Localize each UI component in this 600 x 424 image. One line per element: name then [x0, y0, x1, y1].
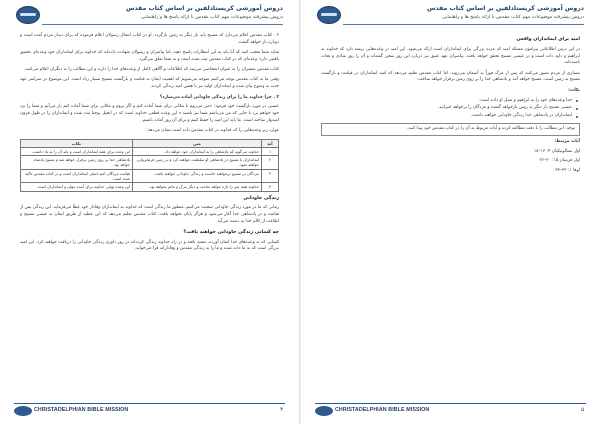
question: ۳ . چرا خداوند ما را برای زندگی جاودانی آماده می‌سازد؟ [159, 94, 279, 100]
table-cell: ایمانداران با مسیح در پادشاهی او سلطنت خواهند کرد و بر زمین فرمانروایی خواهند نمود. [132, 156, 261, 170]
page-left [0, 0, 299, 424]
paragraph: کتاب مقدس مبشران را به عنوان اشخاصی می‌بیند که اطلاعات و آگاهی کامل از وعده‌های خدا را دارند و این مطالب را به دیگران اعلام می‌کنند. [24, 67, 279, 73]
refs-label: آیات مرتبط: [554, 138, 580, 144]
table-header-row [21, 139, 279, 147]
table-cell: ۴ [262, 183, 279, 191]
table-cell: این وعده برای همه ایمانداران است و باید آن را به یاد داشت. [21, 147, 133, 155]
table-cell: ۲ [262, 156, 279, 170]
page-body [321, 33, 580, 396]
section-heading: زندگی جاودانی [243, 195, 279, 201]
header-divider [343, 24, 584, 25]
table-cell: پادشاهی خدا بر روی زمین برقرار خواهد شد و مسیح پادشاه خواهد بود. [21, 156, 133, 170]
reference-item: اول قرنتیان ۱۵: ۲۰–۲۶ [539, 158, 580, 164]
section-heading: امید برای ایمانداران واقعی [516, 37, 580, 42]
footer-logo-icon [315, 406, 333, 416]
promises-table [20, 139, 279, 192]
list-item: خدا وعده‌های خود را به ابراهیم و نسل او داده است. [321, 98, 572, 105]
bullet-list [321, 98, 580, 120]
paragraph: کسانی که به وعده‌های خدا ایمان آورده، تعمید یافته و در راه خداوند زندگی کرده‌اند در روز داوری زندگی جاودانی را دریافت خواهند کرد. این امید بزرگی است که به ما داده شده و ما را به زندگی مقدس و وفادارانه فرا می‌خواند. [20, 239, 279, 252]
header-divider [42, 24, 283, 25]
paragraph: زمانی که ما در مورد زندگی جاودانی صحبت می‌کنیم، منظور ما زندگی است که خداوند به ایمانداران وفادار خود عطا می‌فرماید. این زندگی پس از قیامت و در پادشاهی خدا آغاز می‌شود و هرگز پایان نخواهد یافت. کتاب مقدس تعلیم می‌دهد که این عطیه از طریق ایمان به عیسی مسیح و اطاعت از کلام خدا به دست می‌آید. [20, 205, 279, 225]
table-row [21, 147, 279, 155]
table-header-cell: آیه [262, 139, 279, 147]
table-cell: قیامت مردگان امید اصلی ایمانداران است و در کتاب مقدس تاکید شده است. [21, 169, 133, 183]
table-cell: خداوند می‌گوید که پادشاهی را به ایمانداران خود خواهد داد. [132, 147, 261, 155]
note-box: توجه: این مطالب را با دقت مطالعه کرده و آیات مربوط به آن را در کتاب مقدس خود پیدا کنید. [321, 123, 580, 136]
paragraph-number: ۲ . [273, 33, 279, 38]
paragraph-text: کتاب مقدس اعلام می‌دارد که مسیح باید بار دیگر به زمین بازگردد. او در کتاب اعمال رسولان اعلام فرموده که برای دیدار مردم آمده است و دوباره باز خواهد گشت. [20, 33, 279, 45]
table-cell: ۳ [262, 169, 279, 183]
mission-logo-icon [317, 6, 341, 24]
header-subtitle: دروس پیشرفته موضوعات مهم کتاب مقدس با ارائه پاسخ ها و راهنمایی [140, 15, 283, 20]
table-cell: ۱ [262, 147, 279, 155]
table-header-cell: نکات [21, 139, 133, 147]
page-right [301, 0, 600, 424]
header-title: دروس آموزشی کریستادلفین بر اساس کتاب مقدس [125, 5, 283, 12]
paragraph: بسیاری از مردم تصور می‌کنند که پس از مرگ فوراً به آسمان می‌روند، اما کتاب مقدس تعلیم می‌دهد که امید ایمانداران در قیامت و بازگشت مسیح به زمین است. مسیح خواهد آمد و پادشاهی خدا را بر روی زمین برقرار خواهد ساخت. [321, 70, 580, 83]
reference-item: لوقا ۱: ۳۲–۳۳ [555, 168, 580, 174]
paragraph: شاید شما تعجب کنید که آیا باید به این انتظارات پاسخ دهید. اما پیامبران و رسولان شهادت داده‌اند که خداوند برای ایمانداران خود وعده‌ای تحقیق یافتنی دارد؛ وعده‌ای که در کتاب مقدس ثبت شده است و به شما تعلق می‌گیرد. [20, 50, 279, 62]
mission-logo-icon [16, 6, 40, 24]
paragraph: وقتی ما به کتاب مقدس توجه می‌کنیم متوجه می‌شویم که اهمیت ایمان به قیامت و بازگشت مسیح بسیار زیاد است. این موضوع در سراسر عهد جدید به وضوح بیان شده و ایمانداران اولیه نیز با همین امید زندگی کردند. [20, 77, 279, 90]
notes-label: نکات: [568, 87, 580, 93]
header-subtitle: دروس پیشرفته موضوعات مهم کتاب مقدس با ارائه پاسخ ها و راهنمایی [441, 15, 584, 20]
paragraph [20, 33, 279, 47]
list-item: ایمانداران در پادشاهی خدا زندگی جاودانی خواهند داشت. [321, 113, 572, 120]
section-heading: چه کسانی زندگی جاودانی خواهند یافت؟ [183, 229, 279, 235]
list-item: عیسی مسیح بار دیگر به زمین بازخواهد گشت و مردگان را برخواهد خیزانید. [321, 105, 572, 112]
page-footer [315, 403, 586, 418]
page-number: ۵ [581, 407, 584, 413]
page-footer [14, 403, 285, 418]
table-cell: خداوند همه چیز را تازه خواهد ساخت و دیگر مرگ و ماتم نخواهد بود. [132, 183, 261, 191]
page-header [16, 5, 283, 31]
table-header-cell: متن [132, 139, 261, 147]
header-title: دروس آموزشی کریستادلفین بر اساس کتاب مقدس [426, 5, 584, 12]
page-header [317, 5, 584, 31]
page-body [20, 33, 279, 396]
paragraph: عیسی در مورد بازگشت خود فرمود: «من می‌روم تا مکانی برای شما آماده کنم و اگر بروم و مکانی برای شما آماده کنم باز می‌آیم و شما را نزد خود خواهم برد تا جایی که من می‌باشم شما نیز باشید.» این وعده قطعی خداوند است که در انجیل یوحنا ثبت شده و ایمانداران را در طول قرون امیدوار ساخته است. ما باید این امید را حفظ کنیم و برای آن روز آماده باشیم. [20, 104, 279, 123]
table-row [21, 183, 279, 191]
table-intro: موارد زیر وعده‌هایی را که خداوند در کتاب مقدس داده است نشان می‌دهد: [146, 128, 279, 134]
table-cell: مردگان در مسیح برخواهند خاست و زندگی جاودانی خواهند یافت. [132, 169, 261, 183]
page-number: ۳ [280, 407, 283, 413]
paragraph: در این درس اطلاعاتی پیرامون مسئله امید که مژده بزرگی برای ایمانداران است ارائه می‌شود. این امید در وعده‌هایی ریشه دارد که خداوند به ابراهیم و داود داده است و در عیسی مسیح تحقق خواهد یافت. پیامبران عهد عتیق نیز درباره این روز سخن گفته‌اند و آن را روز شادی و نجات نامیده‌اند. [321, 46, 580, 66]
footer-mission-name: CHRISTADELPHIAN BIBLE MISSION [335, 407, 430, 413]
reference-item: اول تسالونیکیان ۴: ۱۳–۱۸ [533, 148, 580, 154]
footer-mission-name: CHRISTADELPHIAN BIBLE MISSION [34, 407, 129, 413]
table-row [21, 169, 279, 183]
footer-logo-icon [14, 406, 32, 416]
table-row [21, 156, 279, 170]
reference-list [321, 149, 580, 175]
table-cell: این وعده نهایی خداوند برای آینده جهان و ایمانداران است. [21, 183, 133, 191]
